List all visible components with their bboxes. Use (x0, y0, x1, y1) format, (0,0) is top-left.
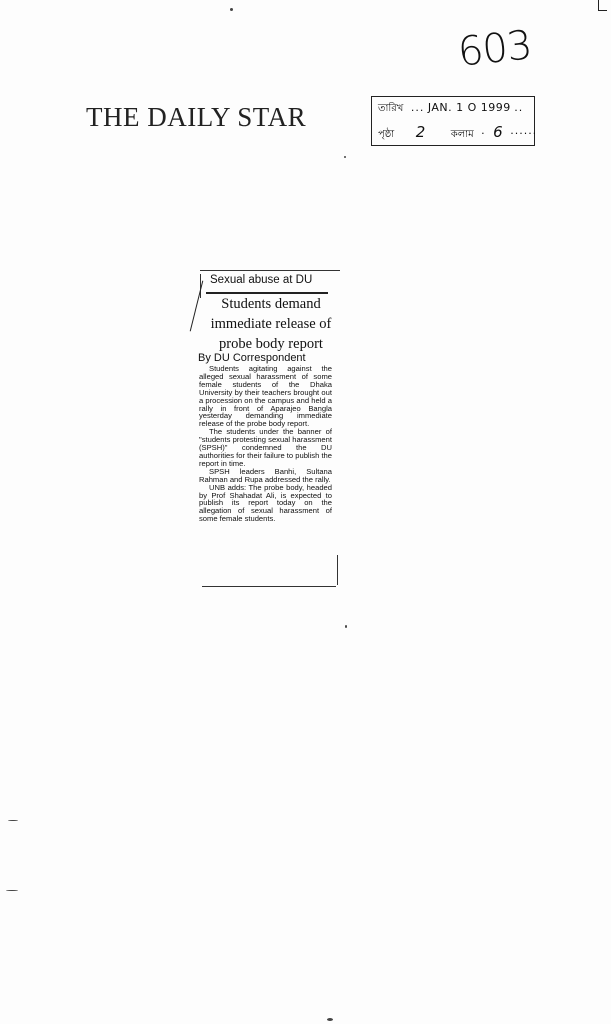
newspaper-masthead: THE DAILY STAR (86, 102, 307, 132)
stamp-column-value: 6 (493, 123, 503, 141)
article-paragraph: Students agitating against the alleged sexual harassment of some female students of the Dhaka University by their teachers brought out a procession on the campus and held a rally in front of Aparajeo Bangla yesterday demanding immediate release of the probe body report. (199, 364, 332, 429)
scan-speck (344, 156, 346, 158)
handwritten-reference-number: 603 (455, 22, 534, 76)
article-paragraph: UNB adds: The probe body, headed by Prof Shahadat Ali, is expected to publish its report today on the allegation of sexual harassment of some female students. (199, 482, 332, 524)
stamp-date-value: JAN. 1 O 1999 (427, 101, 511, 114)
article-headline: Students demand immediate release of probe body report (210, 296, 332, 352)
headline-slash (190, 281, 204, 332)
stamp-page-label: পৃষ্ঠা (378, 129, 395, 140)
scan-speck (345, 625, 347, 628)
article-byline: By DU Correspondent (198, 352, 306, 364)
clipping-top-rule (200, 270, 340, 271)
scan-speck (230, 8, 233, 11)
newspaper-clipping (194, 270, 344, 590)
stamp-page-value: 2 (415, 123, 426, 141)
article-body (199, 365, 332, 523)
article-kicker: Sexual abuse at DU (210, 274, 313, 286)
page-corner-mark (598, 0, 607, 11)
scan-speck (327, 1018, 333, 1021)
scan-speck (8, 820, 18, 821)
stamp-date-label: তারিখ (378, 103, 404, 114)
clipping-right-rule (337, 555, 338, 585)
scan-speck (6, 890, 18, 891)
stamp-column-label: কলাম (450, 129, 474, 140)
date-page-stamp: তারিখ ... JAN. 1 O 1999 .. পৃষ্ঠা 2 কলাম · 6 ······ (371, 96, 535, 146)
clipping-bottom-rule (202, 586, 336, 587)
article-paragraph: The students under the banner of "students protesting sexual harassment (SPSH)" condemned the DU authorities for their failure to publish the report in time. (199, 427, 332, 468)
article-paragraph: SPSH leaders Banhi, Sultana Rahman and Rupa addressed the rally. (199, 466, 332, 484)
